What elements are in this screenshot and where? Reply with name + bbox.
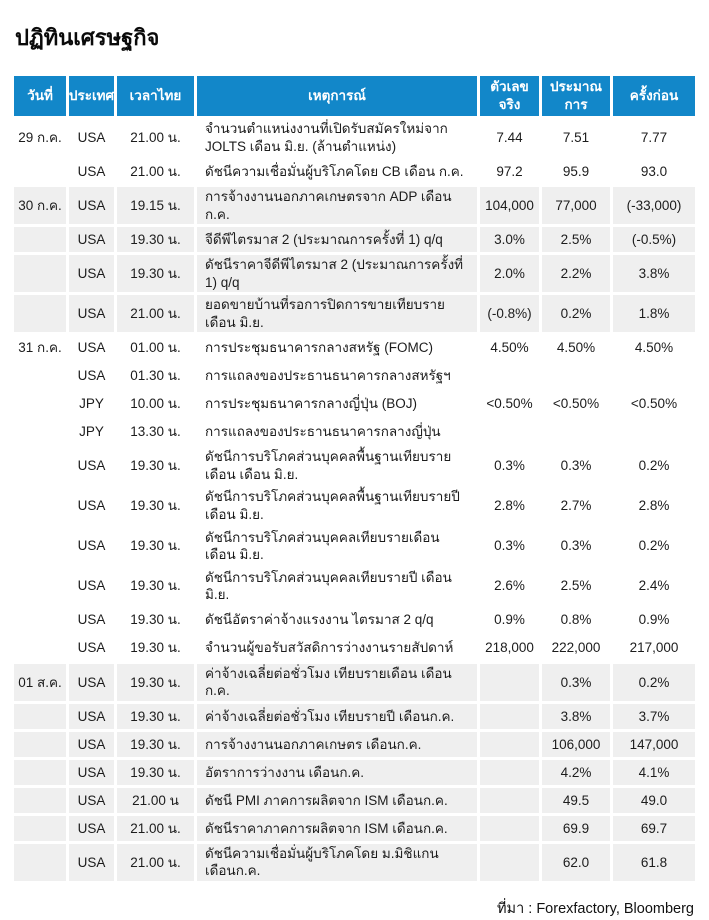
previous-cell: 0.2% xyxy=(613,528,695,565)
previous-cell xyxy=(613,419,695,444)
date-cell xyxy=(14,608,66,633)
event-cell: ดัชนีการบริโภคส่วนบุคคลเทียบรายเดือน เดือน มิ.ย. xyxy=(197,528,477,565)
time-cell: 19.15 น. xyxy=(117,187,194,224)
date-cell xyxy=(14,528,66,565)
forecast-cell: 2.5% xyxy=(542,227,610,252)
page-title: ปฏิทินเศรษฐกิจ xyxy=(15,25,160,50)
event-cell: การจ้างงานนอกภาคเกษตร เดือนก.ค. xyxy=(197,732,477,757)
date-cell xyxy=(14,636,66,661)
table-row xyxy=(14,816,695,841)
column-header-date: วันที่ xyxy=(14,76,66,116)
country-cell: JPY xyxy=(69,419,114,444)
date-cell xyxy=(14,363,66,388)
country-cell: USA xyxy=(69,760,114,785)
table-row xyxy=(14,335,695,360)
actual-cell xyxy=(480,664,539,701)
actual-cell: 104,000 xyxy=(480,187,539,224)
country-cell: USA xyxy=(69,528,114,565)
date-cell xyxy=(14,255,66,292)
column-header-event: เหตุการณ์ xyxy=(197,76,477,116)
event-cell: การประชุมธนาคารกลางญี่ปุ่น (BOJ) xyxy=(197,391,477,416)
event-cell: ดัชนีการบริโภคส่วนบุคคลเทียบรายปี เดือน มิ.ย. xyxy=(197,568,477,605)
date-cell xyxy=(14,159,66,184)
country-cell: USA xyxy=(69,844,114,881)
event-cell: ดัชนีการบริโภคส่วนบุคคลพื้นฐานเทียบรายเดือน เดือน มิ.ย. xyxy=(197,447,477,484)
table-row xyxy=(14,187,695,224)
previous-cell: 3.7% xyxy=(613,704,695,729)
table-row xyxy=(14,844,695,881)
table-row xyxy=(14,788,695,813)
table-row xyxy=(14,636,695,661)
date-cell xyxy=(14,419,66,444)
previous-cell: 4.50% xyxy=(613,335,695,360)
actual-cell: 0.3% xyxy=(480,447,539,484)
actual-cell xyxy=(480,844,539,881)
time-cell: 13.30 น. xyxy=(117,419,194,444)
event-cell: การประชุมธนาคารกลางสหรัฐ (FOMC) xyxy=(197,335,477,360)
country-cell: USA xyxy=(69,732,114,757)
actual-cell: 3.0% xyxy=(480,227,539,252)
forecast-cell: 0.8% xyxy=(542,608,610,633)
time-cell: 01.00 น. xyxy=(117,335,194,360)
forecast-cell: 2.5% xyxy=(542,568,610,605)
previous-cell: 0.9% xyxy=(613,608,695,633)
actual-cell xyxy=(480,419,539,444)
actual-cell xyxy=(480,363,539,388)
country-cell: USA xyxy=(69,159,114,184)
time-cell: 19.30 น. xyxy=(117,487,194,524)
event-cell: จีดีพีไตรมาส 2 (ประมาณการครั้งที่ 1) q/q xyxy=(197,227,477,252)
table-row xyxy=(14,119,695,156)
country-cell: USA xyxy=(69,447,114,484)
event-cell: ดัชนีราคาภาคการผลิตจาก ISM เดือนก.ค. xyxy=(197,816,477,841)
table-row xyxy=(14,363,695,388)
previous-cell: 49.0 xyxy=(613,788,695,813)
date-cell: 31 ก.ค. xyxy=(14,335,66,360)
country-cell: USA xyxy=(69,335,114,360)
actual-cell: 0.3% xyxy=(480,528,539,565)
table-row xyxy=(14,528,695,565)
time-cell: 01.30 น. xyxy=(117,363,194,388)
previous-cell: 4.1% xyxy=(613,760,695,785)
previous-cell: 2.8% xyxy=(613,487,695,524)
forecast-cell: 77,000 xyxy=(542,187,610,224)
previous-cell: 217,000 xyxy=(613,636,695,661)
forecast-cell: 4.50% xyxy=(542,335,610,360)
actual-cell xyxy=(480,788,539,813)
time-cell: 19.30 น. xyxy=(117,732,194,757)
date-cell xyxy=(14,844,66,881)
time-cell: 19.30 น. xyxy=(117,760,194,785)
country-cell: USA xyxy=(69,816,114,841)
date-cell xyxy=(14,816,66,841)
previous-cell: 61.8 xyxy=(613,844,695,881)
column-header-previous: ครั้งก่อน xyxy=(613,76,695,116)
source-note: ที่มา : Forexfactory, Bloomberg xyxy=(496,900,694,917)
actual-cell xyxy=(480,760,539,785)
forecast-cell: 49.5 xyxy=(542,788,610,813)
time-cell: 19.30 น. xyxy=(117,568,194,605)
time-cell: 19.30 น. xyxy=(117,447,194,484)
country-cell: USA xyxy=(69,363,114,388)
event-cell: จำนวนผู้ขอรับสวัสดิการว่างงานรายสัปดาห์ xyxy=(197,636,477,661)
previous-cell: 69.7 xyxy=(613,816,695,841)
forecast-cell: 222,000 xyxy=(542,636,610,661)
time-cell: 21.00 น. xyxy=(117,159,194,184)
actual-cell: (-0.8%) xyxy=(480,295,539,332)
forecast-cell: 95.9 xyxy=(542,159,610,184)
forecast-cell: 69.9 xyxy=(542,816,610,841)
date-cell: 30 ก.ค. xyxy=(14,187,66,224)
column-header-forecast: ประมาณการ xyxy=(542,76,610,116)
event-cell: การจ้างงานนอกภาคเกษตรจาก ADP เดือนก.ค. xyxy=(197,187,477,224)
forecast-cell: 0.3% xyxy=(542,447,610,484)
previous-cell: 1.8% xyxy=(613,295,695,332)
country-cell: USA xyxy=(69,664,114,701)
column-header-time: เวลาไทย xyxy=(117,76,194,116)
table-row xyxy=(14,295,695,332)
time-cell: 10.00 น. xyxy=(117,391,194,416)
actual-cell: 2.0% xyxy=(480,255,539,292)
actual-cell xyxy=(480,704,539,729)
date-cell xyxy=(14,732,66,757)
actual-cell: 97.2 xyxy=(480,159,539,184)
table-row xyxy=(14,419,695,444)
time-cell: 21.00 น. xyxy=(117,295,194,332)
table-row xyxy=(14,227,695,252)
date-cell xyxy=(14,704,66,729)
time-cell: 19.30 น. xyxy=(117,608,194,633)
date-cell xyxy=(14,447,66,484)
previous-cell: 147,000 xyxy=(613,732,695,757)
date-cell xyxy=(14,788,66,813)
country-cell: USA xyxy=(69,636,114,661)
actual-cell: 4.50% xyxy=(480,335,539,360)
event-cell: ดัชนี PMI ภาคการผลิตจาก ISM เดือนก.ค. xyxy=(197,788,477,813)
time-cell: 21.00 น. xyxy=(117,119,194,156)
forecast-cell: 0.3% xyxy=(542,664,610,701)
actual-cell: 2.6% xyxy=(480,568,539,605)
table-row xyxy=(14,255,695,292)
previous-cell: (-0.5%) xyxy=(613,227,695,252)
date-cell xyxy=(14,487,66,524)
country-cell: USA xyxy=(69,119,114,156)
date-cell xyxy=(14,227,66,252)
table-row xyxy=(14,159,695,184)
actual-cell: 2.8% xyxy=(480,487,539,524)
country-cell: USA xyxy=(69,608,114,633)
forecast-cell: 2.7% xyxy=(542,487,610,524)
forecast-cell: 0.2% xyxy=(542,295,610,332)
forecast-cell: 7.51 xyxy=(542,119,610,156)
previous-cell xyxy=(613,363,695,388)
country-cell: USA xyxy=(69,788,114,813)
forecast-cell: 0.3% xyxy=(542,528,610,565)
previous-cell: 2.4% xyxy=(613,568,695,605)
date-cell xyxy=(14,391,66,416)
actual-cell xyxy=(480,732,539,757)
previous-cell: (-33,000) xyxy=(613,187,695,224)
time-cell: 21.00 น. xyxy=(117,816,194,841)
previous-cell: 0.2% xyxy=(613,664,695,701)
table-row xyxy=(14,391,695,416)
time-cell: 19.30 น. xyxy=(117,664,194,701)
time-cell: 19.30 น. xyxy=(117,255,194,292)
country-cell: USA xyxy=(69,255,114,292)
column-header-actual: ตัวเลขจริง xyxy=(480,76,539,116)
actual-cell xyxy=(480,816,539,841)
event-cell: ดัชนีความเชื่อมั่นผู้บริโภคโดย CB เดือน ก.ค. xyxy=(197,159,477,184)
date-cell xyxy=(14,760,66,785)
forecast-cell xyxy=(542,363,610,388)
forecast-cell: 62.0 xyxy=(542,844,610,881)
country-cell: JPY xyxy=(69,391,114,416)
table-row xyxy=(14,704,695,729)
table-row xyxy=(14,760,695,785)
country-cell: USA xyxy=(69,704,114,729)
table-row xyxy=(14,487,695,524)
previous-cell: 7.77 xyxy=(613,119,695,156)
time-cell: 19.30 น. xyxy=(117,636,194,661)
previous-cell: 3.8% xyxy=(613,255,695,292)
table-body xyxy=(14,119,695,881)
forecast-cell xyxy=(542,419,610,444)
date-cell: 29 ก.ค. xyxy=(14,119,66,156)
time-cell: 19.30 น. xyxy=(117,528,194,565)
country-cell: USA xyxy=(69,187,114,224)
forecast-cell: 106,000 xyxy=(542,732,610,757)
table-row xyxy=(14,568,695,605)
event-cell: ดัชนีราคาจีดีพีไตรมาส 2 (ประมาณการครั้งที่ 1) q/q xyxy=(197,255,477,292)
previous-cell: <0.50% xyxy=(613,391,695,416)
event-cell: การแถลงของประธานธนาคารกลางสหรัฐฯ xyxy=(197,363,477,388)
time-cell: 19.30 น. xyxy=(117,704,194,729)
actual-cell: 0.9% xyxy=(480,608,539,633)
table-row xyxy=(14,732,695,757)
date-cell xyxy=(14,295,66,332)
country-cell: USA xyxy=(69,487,114,524)
country-cell: USA xyxy=(69,295,114,332)
table-row xyxy=(14,608,695,633)
table-row xyxy=(14,447,695,484)
event-cell: ดัชนีการบริโภคส่วนบุคคลพื้นฐานเทียบรายปี เดือน มิ.ย. xyxy=(197,487,477,524)
event-cell: ดัชนีความเชื่อมั่นผู้บริโภคโดย ม.มิชิแกน เดือนก.ค. xyxy=(197,844,477,881)
table-header-row xyxy=(14,76,695,116)
event-cell: ค่าจ้างเฉลี่ยต่อชั่วโมง เทียบรายปี เดือนก.ค. xyxy=(197,704,477,729)
event-cell: จำนวนตำแหน่งงานที่เปิดรับสมัครใหม่จาก JOLTS เดือน มิ.ย. (ล้านตำแหน่ง) xyxy=(197,119,477,156)
forecast-cell: 4.2% xyxy=(542,760,610,785)
forecast-cell: 2.2% xyxy=(542,255,610,292)
event-cell: การแถลงของประธานธนาคารกลางญี่ปุ่น xyxy=(197,419,477,444)
forecast-cell: 3.8% xyxy=(542,704,610,729)
table-row xyxy=(14,664,695,701)
country-cell: USA xyxy=(69,227,114,252)
country-cell: USA xyxy=(69,568,114,605)
event-cell: ยอดขายบ้านที่รอการปิดการขายเทียบรายเดือน มิ.ย. xyxy=(197,295,477,332)
event-cell: ค่าจ้างเฉลี่ยต่อชั่วโมง เทียบรายเดือน เดือนก.ค. xyxy=(197,664,477,701)
economic-calendar-table xyxy=(14,76,695,881)
actual-cell: 218,000 xyxy=(480,636,539,661)
event-cell: ดัชนีอัตราค่าจ้างแรงงาน ไตรมาส 2 q/q xyxy=(197,608,477,633)
event-cell: อัตราการว่างงาน เดือนก.ค. xyxy=(197,760,477,785)
previous-cell: 0.2% xyxy=(613,447,695,484)
actual-cell: 7.44 xyxy=(480,119,539,156)
actual-cell: <0.50% xyxy=(480,391,539,416)
column-header-country: ประเทศ xyxy=(69,76,114,116)
time-cell: 21.00 น xyxy=(117,788,194,813)
previous-cell: 93.0 xyxy=(613,159,695,184)
time-cell: 19.30 น. xyxy=(117,227,194,252)
date-cell: 01 ส.ค. xyxy=(14,664,66,701)
time-cell: 21.00 น. xyxy=(117,844,194,881)
date-cell xyxy=(14,568,66,605)
forecast-cell: <0.50% xyxy=(542,391,610,416)
